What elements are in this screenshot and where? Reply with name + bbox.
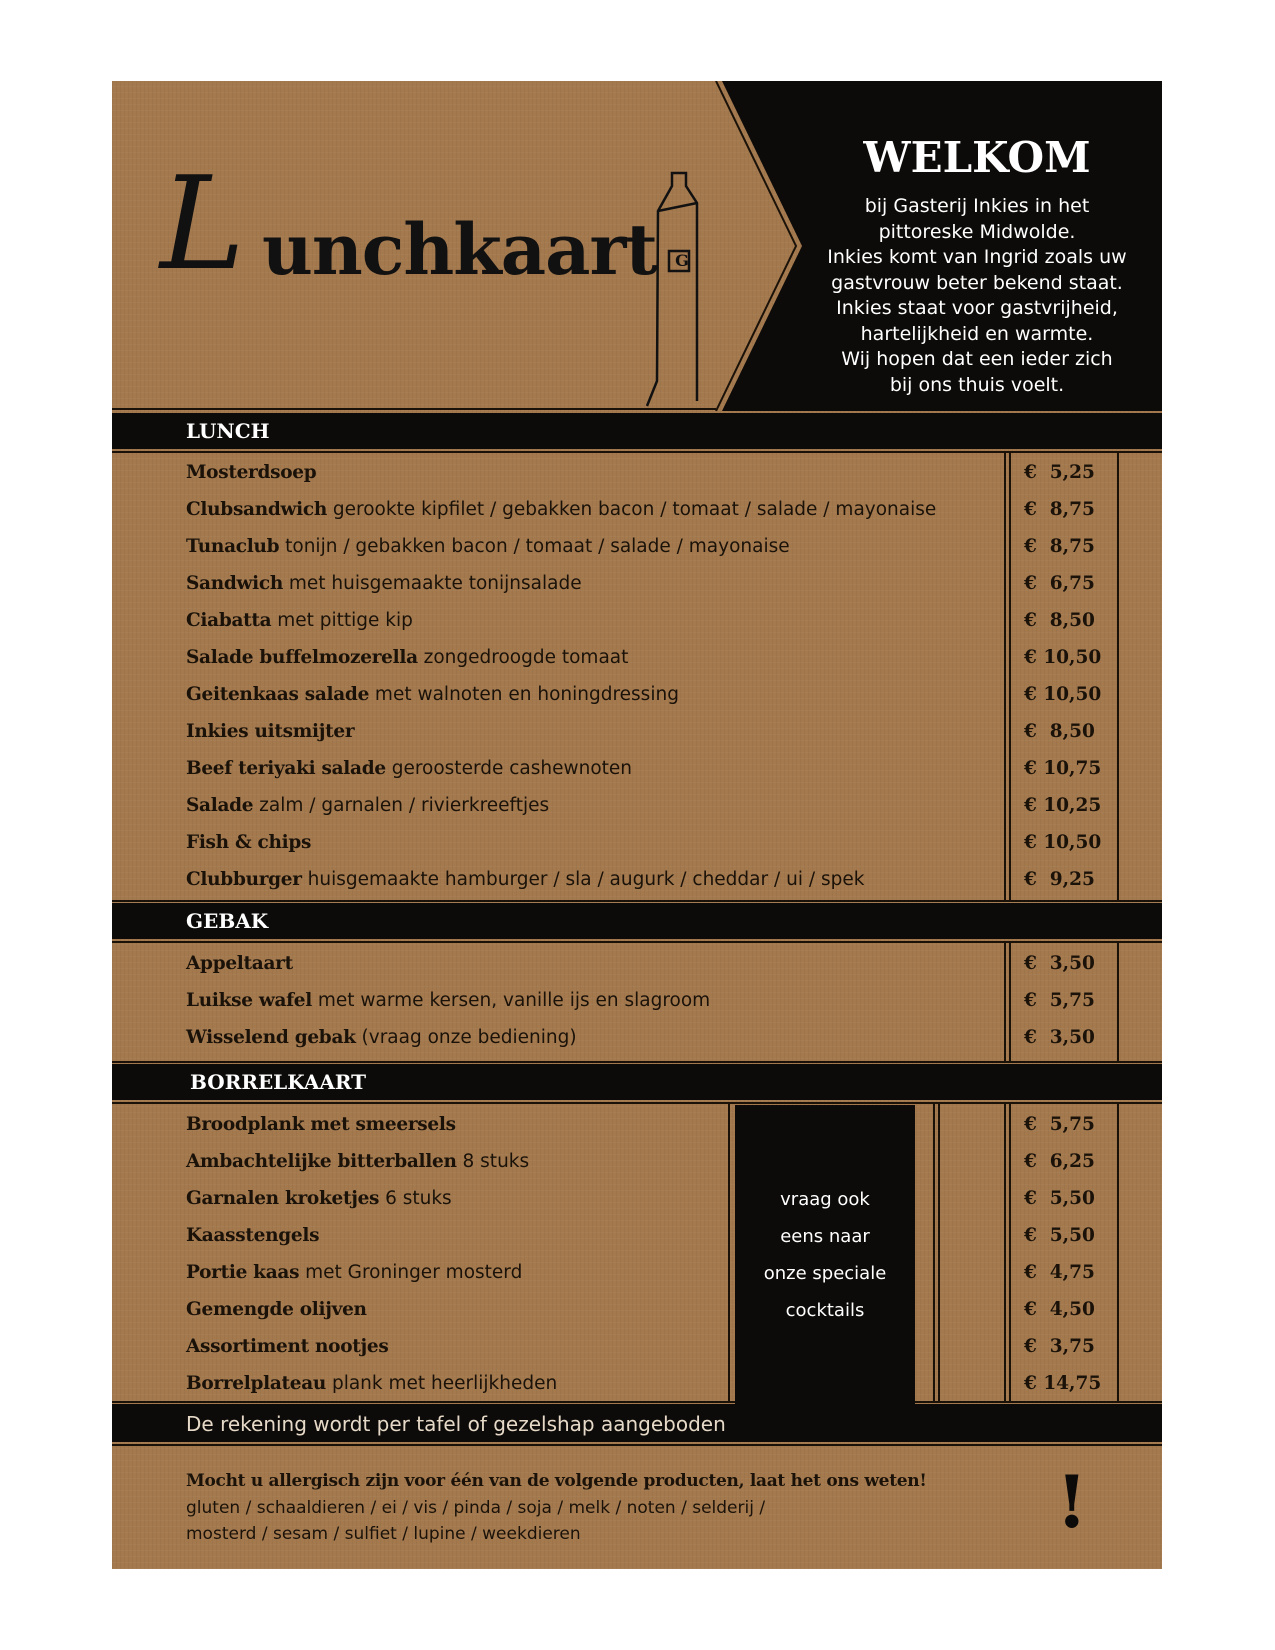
item-price: € 8,75 [1024, 499, 1095, 520]
price-column-line [1009, 451, 1011, 901]
allergy-list-line: mosterd / sesam / sulfiet / lupine / weekdieren [186, 1524, 581, 1544]
price-column-line [1117, 941, 1119, 1061]
menu-card [112, 81, 1162, 1569]
section-title-lunch: LUNCH [186, 419, 270, 443]
logo-title: unchkaart [262, 208, 657, 291]
welkom-line: Wij hopen dat een ieder zich [841, 348, 1113, 370]
menu-item [186, 606, 413, 636]
item-price: € 5,50 [1024, 1225, 1095, 1246]
exclamation-icon: ! [1056, 1459, 1088, 1544]
menu-item [186, 1184, 452, 1214]
welkom-line: gastvrouw beter bekend staat. [831, 271, 1123, 294]
item-price: € 3,50 [1024, 1027, 1095, 1048]
item-price: € 10,50 [1024, 684, 1102, 705]
cocktail-note-line: onze speciale [763, 1263, 887, 1284]
allergy-list-line: gluten / schaaldieren / ei / vis / pinda / soja / melk / noten / selderij / [186, 1498, 766, 1518]
item-name: Inkies uitsmijter [186, 721, 355, 742]
price-column-line [1004, 941, 1006, 1061]
menu-item [186, 1110, 456, 1140]
item-name: Luikse wafel [186, 990, 312, 1011]
welkom-line: Inkies staat voor gastvrijheid, [836, 297, 1118, 319]
item-name: Sandwich [186, 573, 284, 594]
cocktail-note-line: eens naar [780, 1226, 870, 1247]
item-name: Beef teriyaki salade [186, 758, 386, 779]
welkom-title: WELKOM [863, 133, 1091, 182]
item-name: Mosterdsoep [186, 462, 317, 483]
item-name: Wisselend gebak [186, 1027, 356, 1048]
gebak-header-bar [112, 903, 1162, 939]
menu-item [186, 680, 679, 710]
item-price: € 10,25 [1024, 795, 1102, 816]
item-desc: zongedroogde tomaat [417, 647, 629, 668]
item-price: € 3,50 [1024, 953, 1095, 974]
item-name: Assortiment nootjes [186, 1336, 389, 1357]
borrel-header-bar [112, 1064, 1162, 1100]
item-name: Ambachtelijke bitterballen [186, 1151, 457, 1172]
price-column-line [1009, 941, 1011, 1061]
menu-item [186, 458, 316, 488]
cocktail-column-line [938, 1102, 940, 1402]
cocktail-note-line: cocktails [785, 1300, 865, 1321]
welkom-line: Inkies komt van Ingrid zoals uw [827, 246, 1127, 268]
menu-item [186, 949, 293, 979]
item-desc: met Groninger mosterd [299, 1262, 523, 1283]
welkom-line: pittoreske Midwolde. [878, 220, 1076, 243]
item-desc: tonijn / gebakken bacon / tomaat / salade / mayonaise [279, 536, 790, 557]
welkom-line: hartelijkheid en warmte. [860, 322, 1094, 345]
item-price: € 8,75 [1024, 536, 1095, 557]
bill-note: De rekening wordt per tafel of gezelshap aangeboden [186, 1412, 726, 1436]
item-price: € 10,75 [1024, 758, 1102, 779]
item-price: € 8,50 [1024, 610, 1095, 631]
welkom-line: bij ons thuis voelt. [889, 373, 1065, 396]
item-price: € 5,50 [1024, 1188, 1095, 1209]
item-price: € 8,50 [1024, 721, 1095, 742]
item-price: € 5,75 [1024, 1114, 1095, 1135]
item-price: € 4,50 [1024, 1299, 1095, 1320]
item-price: € 6,75 [1024, 573, 1095, 594]
menu-item [186, 1332, 388, 1362]
divider [112, 1444, 1162, 1446]
logo-initial: L [160, 150, 245, 299]
menu-item [186, 495, 936, 525]
section-title-gebak: GEBAK [186, 909, 269, 933]
item-name: Fish & chips [186, 832, 312, 853]
menu-item [186, 1295, 367, 1325]
item-desc: met walnoten en honingdressing [369, 684, 679, 705]
item-desc: (vraag onze bediening) [355, 1027, 577, 1048]
menu-item [186, 1023, 577, 1053]
lunch-header-bar [112, 413, 1162, 449]
item-name: Salade [186, 795, 254, 816]
item-name: Gemengde olijven [186, 1299, 367, 1320]
item-price: € 4,75 [1024, 1262, 1095, 1283]
price-column-line [1004, 451, 1006, 901]
cocktail-note-line: vraag ook [780, 1189, 870, 1210]
item-price: € 10,50 [1024, 832, 1102, 853]
item-name: Broodplank met smeersels [186, 1114, 456, 1135]
menu-item [186, 828, 311, 858]
item-price: € 3,75 [1024, 1336, 1095, 1357]
item-price: € 5,75 [1024, 990, 1095, 1011]
price-column-line [1117, 451, 1119, 901]
price-column-line [1009, 1102, 1011, 1402]
menu-item [186, 865, 864, 895]
item-desc: huisgemaakte hamburger / sla / augurk / cheddar / ui / spek [301, 869, 865, 890]
item-name: Clubburger [186, 869, 302, 890]
section-title-borrel: BORRELKAART [190, 1070, 367, 1094]
bill-note-bar [112, 1404, 1162, 1442]
item-price: € 5,25 [1024, 462, 1095, 483]
item-name: Garnalen kroketjes [186, 1188, 380, 1209]
item-desc: plank met heerlijkheden [326, 1373, 558, 1394]
divider [112, 1061, 1162, 1063]
item-desc: met pittige kip [271, 610, 413, 631]
welkom-text [802, 194, 1152, 398]
menu-item [186, 1258, 522, 1288]
item-name: Appeltaart [186, 953, 293, 974]
menu-item [186, 1147, 529, 1177]
item-price: € 10,50 [1024, 647, 1102, 668]
menu-item [186, 791, 549, 821]
item-price: € 9,25 [1024, 869, 1095, 890]
item-desc: geroosterde cashewnoten [385, 758, 633, 779]
menu-item [186, 1369, 557, 1399]
menu-item [186, 986, 710, 1016]
cocktail-column-line [728, 1102, 730, 1402]
menu-item [186, 717, 354, 747]
menu-item [186, 532, 790, 562]
item-name: Ciabatta [186, 610, 272, 631]
price-column-line [1117, 1102, 1119, 1402]
menu-item [186, 1221, 319, 1251]
item-desc: met huisgemaakte tonijnsalade [283, 573, 582, 594]
item-price: € 14,75 [1024, 1373, 1102, 1394]
item-desc: 8 stuks [456, 1151, 530, 1172]
menu-item [186, 569, 582, 599]
item-desc: met warme kersen, vanille ijs en slagroom [312, 990, 711, 1011]
item-name: Clubsandwich [186, 499, 327, 520]
cocktail-column-line [933, 1102, 935, 1402]
item-name: Kaasstengels [186, 1225, 320, 1246]
item-name: Borrelplateau [186, 1373, 327, 1394]
menu-item [186, 754, 632, 784]
item-desc: 6 stuks [379, 1188, 452, 1209]
item-price: € 6,25 [1024, 1151, 1095, 1172]
item-name: Salade buffelmozerella [186, 647, 418, 668]
item-name: Portie kaas [186, 1262, 300, 1283]
emblem-letter: G [675, 251, 689, 270]
item-desc: zalm / garnalen / rivierkreeftjes [253, 795, 550, 816]
item-name: Tunaclub [186, 536, 280, 557]
price-column-line [1004, 1102, 1006, 1402]
allergy-title: Mocht u allergisch zijn voor één van de volgende producten, laat het ons weten! [186, 1471, 927, 1491]
menu-item [186, 643, 628, 673]
cocktail-note-box [735, 1105, 915, 1405]
item-desc: gerookte kipfilet / gebakken bacon / tomaat / salade / mayonaise [327, 499, 937, 520]
welkom-line: bij Gasterij Inkies in het [864, 195, 1090, 217]
item-name: Geitenkaas salade [186, 684, 370, 705]
